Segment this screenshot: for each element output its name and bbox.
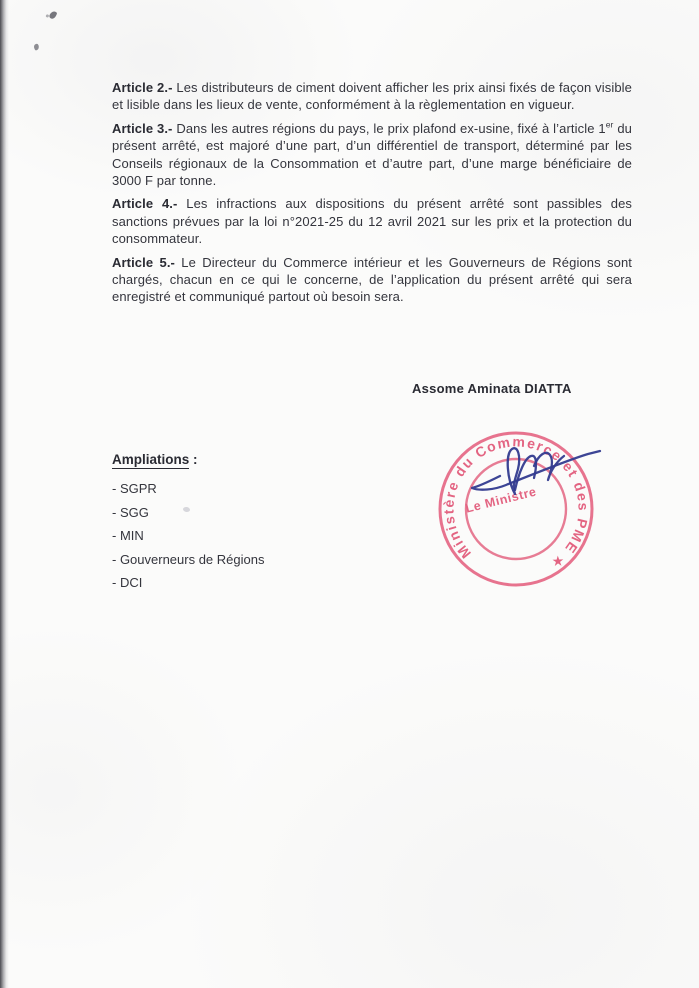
article-3-text-after-sup: du présent arrêté, est majoré d’une part, d’un différentiel de transport, déterminé par les Conseils régionaux de la Consommation et d’autre part, d’une marge bénéficiaire de 3000 F par tonne. xyxy=(112,120,632,189)
stamp-center-text: Le Ministre xyxy=(464,484,538,516)
article-3-label: Article 3.- xyxy=(112,120,173,136)
ampliation-item-gouverneurs: - Gouverneurs de Régions xyxy=(112,551,265,567)
ampliation-item-dci: - DCI xyxy=(112,575,143,590)
article-5-label: Article 5.- xyxy=(112,254,175,270)
article-2-label: Article 2.- xyxy=(112,80,173,95)
article-2-text: Les distributeurs de ciment doivent afficher les prix ainsi fixés de façon visible et lisible dans les lieux de vente, conformément à la règlementation en vigueur. xyxy=(112,80,633,113)
scan-edge-shadow xyxy=(0,0,9,988)
ampliations-list xyxy=(112,477,264,595)
ampliations-heading-text: Ampliations xyxy=(112,452,190,467)
scan-speck xyxy=(48,10,57,20)
minister-signature xyxy=(452,416,612,506)
paragraph-article-2 xyxy=(112,79,632,114)
signatory-name: Assome Aminata DIATTA xyxy=(412,381,572,396)
paragraph-article-3 xyxy=(112,120,632,190)
ampliations-section xyxy=(112,452,264,595)
article-3-text-before-sup: Dans les autres régions du pays, le prix plafond ex-usine, fixé à l’article 1 xyxy=(176,120,606,136)
ampliation-item-min: - MIN xyxy=(112,528,144,543)
signature-arch-stroke-2 xyxy=(534,453,564,480)
article-3-superscript: er xyxy=(605,119,614,130)
article-4-label: Article 4.- xyxy=(112,196,178,212)
document-body xyxy=(112,79,632,312)
stamp-ring-text: Ministère du Commerce et des PME ★ xyxy=(440,433,592,573)
scan-speck xyxy=(33,43,40,50)
ampliations-heading-colon: : xyxy=(189,452,198,467)
article-4-text: Les infractions aux dispositions du présent arrêté sont passibles des sanctions prévues par la loi n°2021-25 du 12 avril 2021 sur les prix et la protection du consommateur. xyxy=(112,196,632,247)
article-5-text: Le Directeur du Commerce intérieur et les Gouverneurs de Régions sont chargés, chacun en ce qui le concerne, de l’application du présent arrêté qui sera enregistré et communiqué partout où besoin sera. xyxy=(112,254,632,305)
ampliation-item-sgg: - SGG xyxy=(112,504,149,520)
paragraph-article-4 xyxy=(112,195,632,247)
ampliation-item-sgpr: - SGPR xyxy=(112,481,157,496)
signature-loop-stroke xyxy=(508,448,519,494)
paragraph-article-5 xyxy=(112,254,632,306)
ampliations-heading xyxy=(112,452,264,467)
